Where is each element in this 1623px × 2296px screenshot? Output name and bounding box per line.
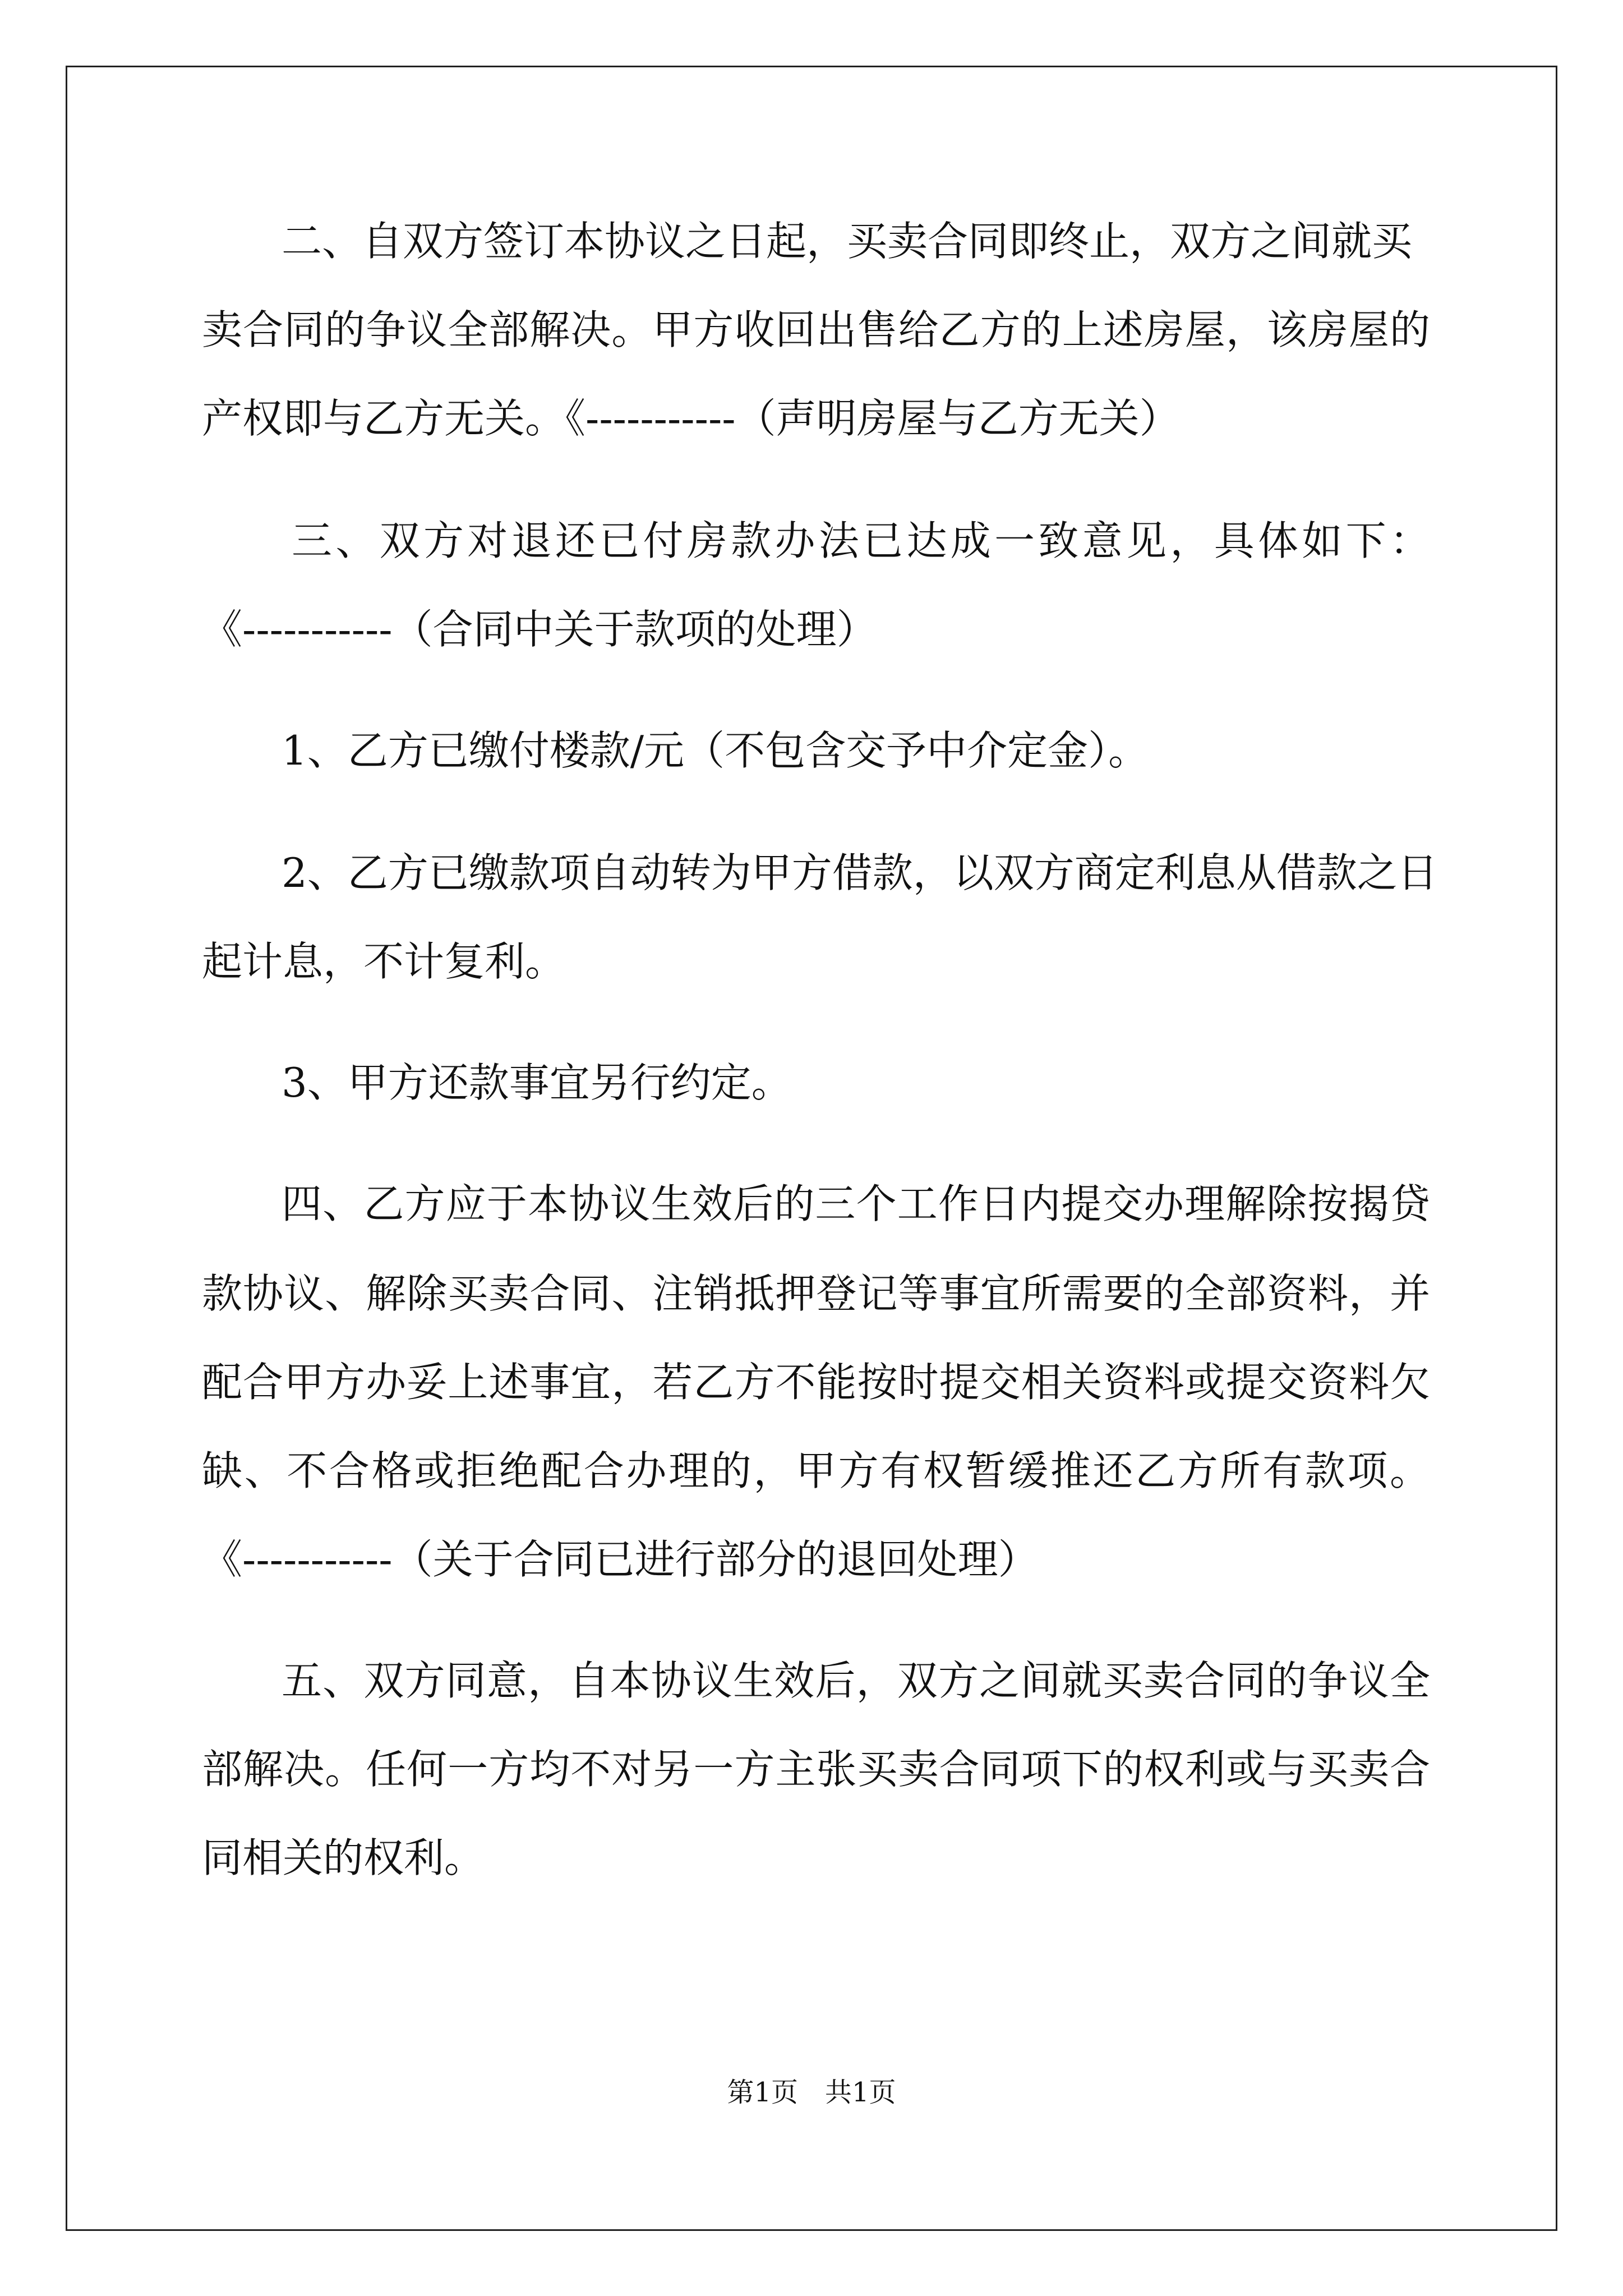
text-line: 同相关的权利。 — [202, 1834, 485, 1881]
text-line: 缺、不合格或拒绝配合办理的，甲方有权暂缓推还乙方所有款项。 — [202, 1447, 1430, 1494]
text-line: 1、乙方已缴付楼款/元（不包含交予中介定金）。 — [282, 727, 1149, 774]
text-line: 部解决。任何一方均不对另一方主张买卖合同项下的权利或与买卖合 — [202, 1746, 1430, 1793]
text-line: 《-----------（合同中关于款项的处理） — [202, 606, 877, 653]
text-line: 《-----------（关于合同已进行部分的退回处理） — [202, 1536, 1039, 1583]
text-line: 起计息，不计复利。 — [202, 938, 566, 985]
text-line: 2、乙方已缴款项自动转为甲方借款，以双方商定利息从借款之日 — [282, 849, 1438, 896]
text-line: 二、自双方签订本协议之日起，买卖合同即终止，双方之间就买 — [282, 218, 1413, 265]
text-line: 五、双方同意，自本协议生效后，双方之间就买卖合同的争议全 — [282, 1657, 1430, 1704]
text-line: 三、双方对退还已付房款办法已达成一致意见，具体如下： — [292, 517, 1430, 564]
text-line: 3、甲方还款事宜另行约定。 — [282, 1059, 792, 1106]
text-line: 款协议、解除买卖合同、注销抵押登记等事宜所需要的全部资料，并 — [202, 1270, 1430, 1317]
text-line: 产权即与乙方无关。《-----------（声明房屋与乙方无关） — [202, 395, 1180, 442]
text-line: 卖合同的争议全部解决。甲方收回出售给乙方的上述房屋，该房屋的 — [202, 306, 1430, 353]
text-line: 四、乙方应于本协议生效后的三个工作日内提交办理解除按揭贷 — [282, 1180, 1430, 1227]
text-line: 配合甲方办妥上述事宜，若乙方不能按时提交相关资料或提交资料欠 — [202, 1359, 1430, 1406]
page-number-footer: 第1页 共1页 — [727, 2077, 896, 2108]
